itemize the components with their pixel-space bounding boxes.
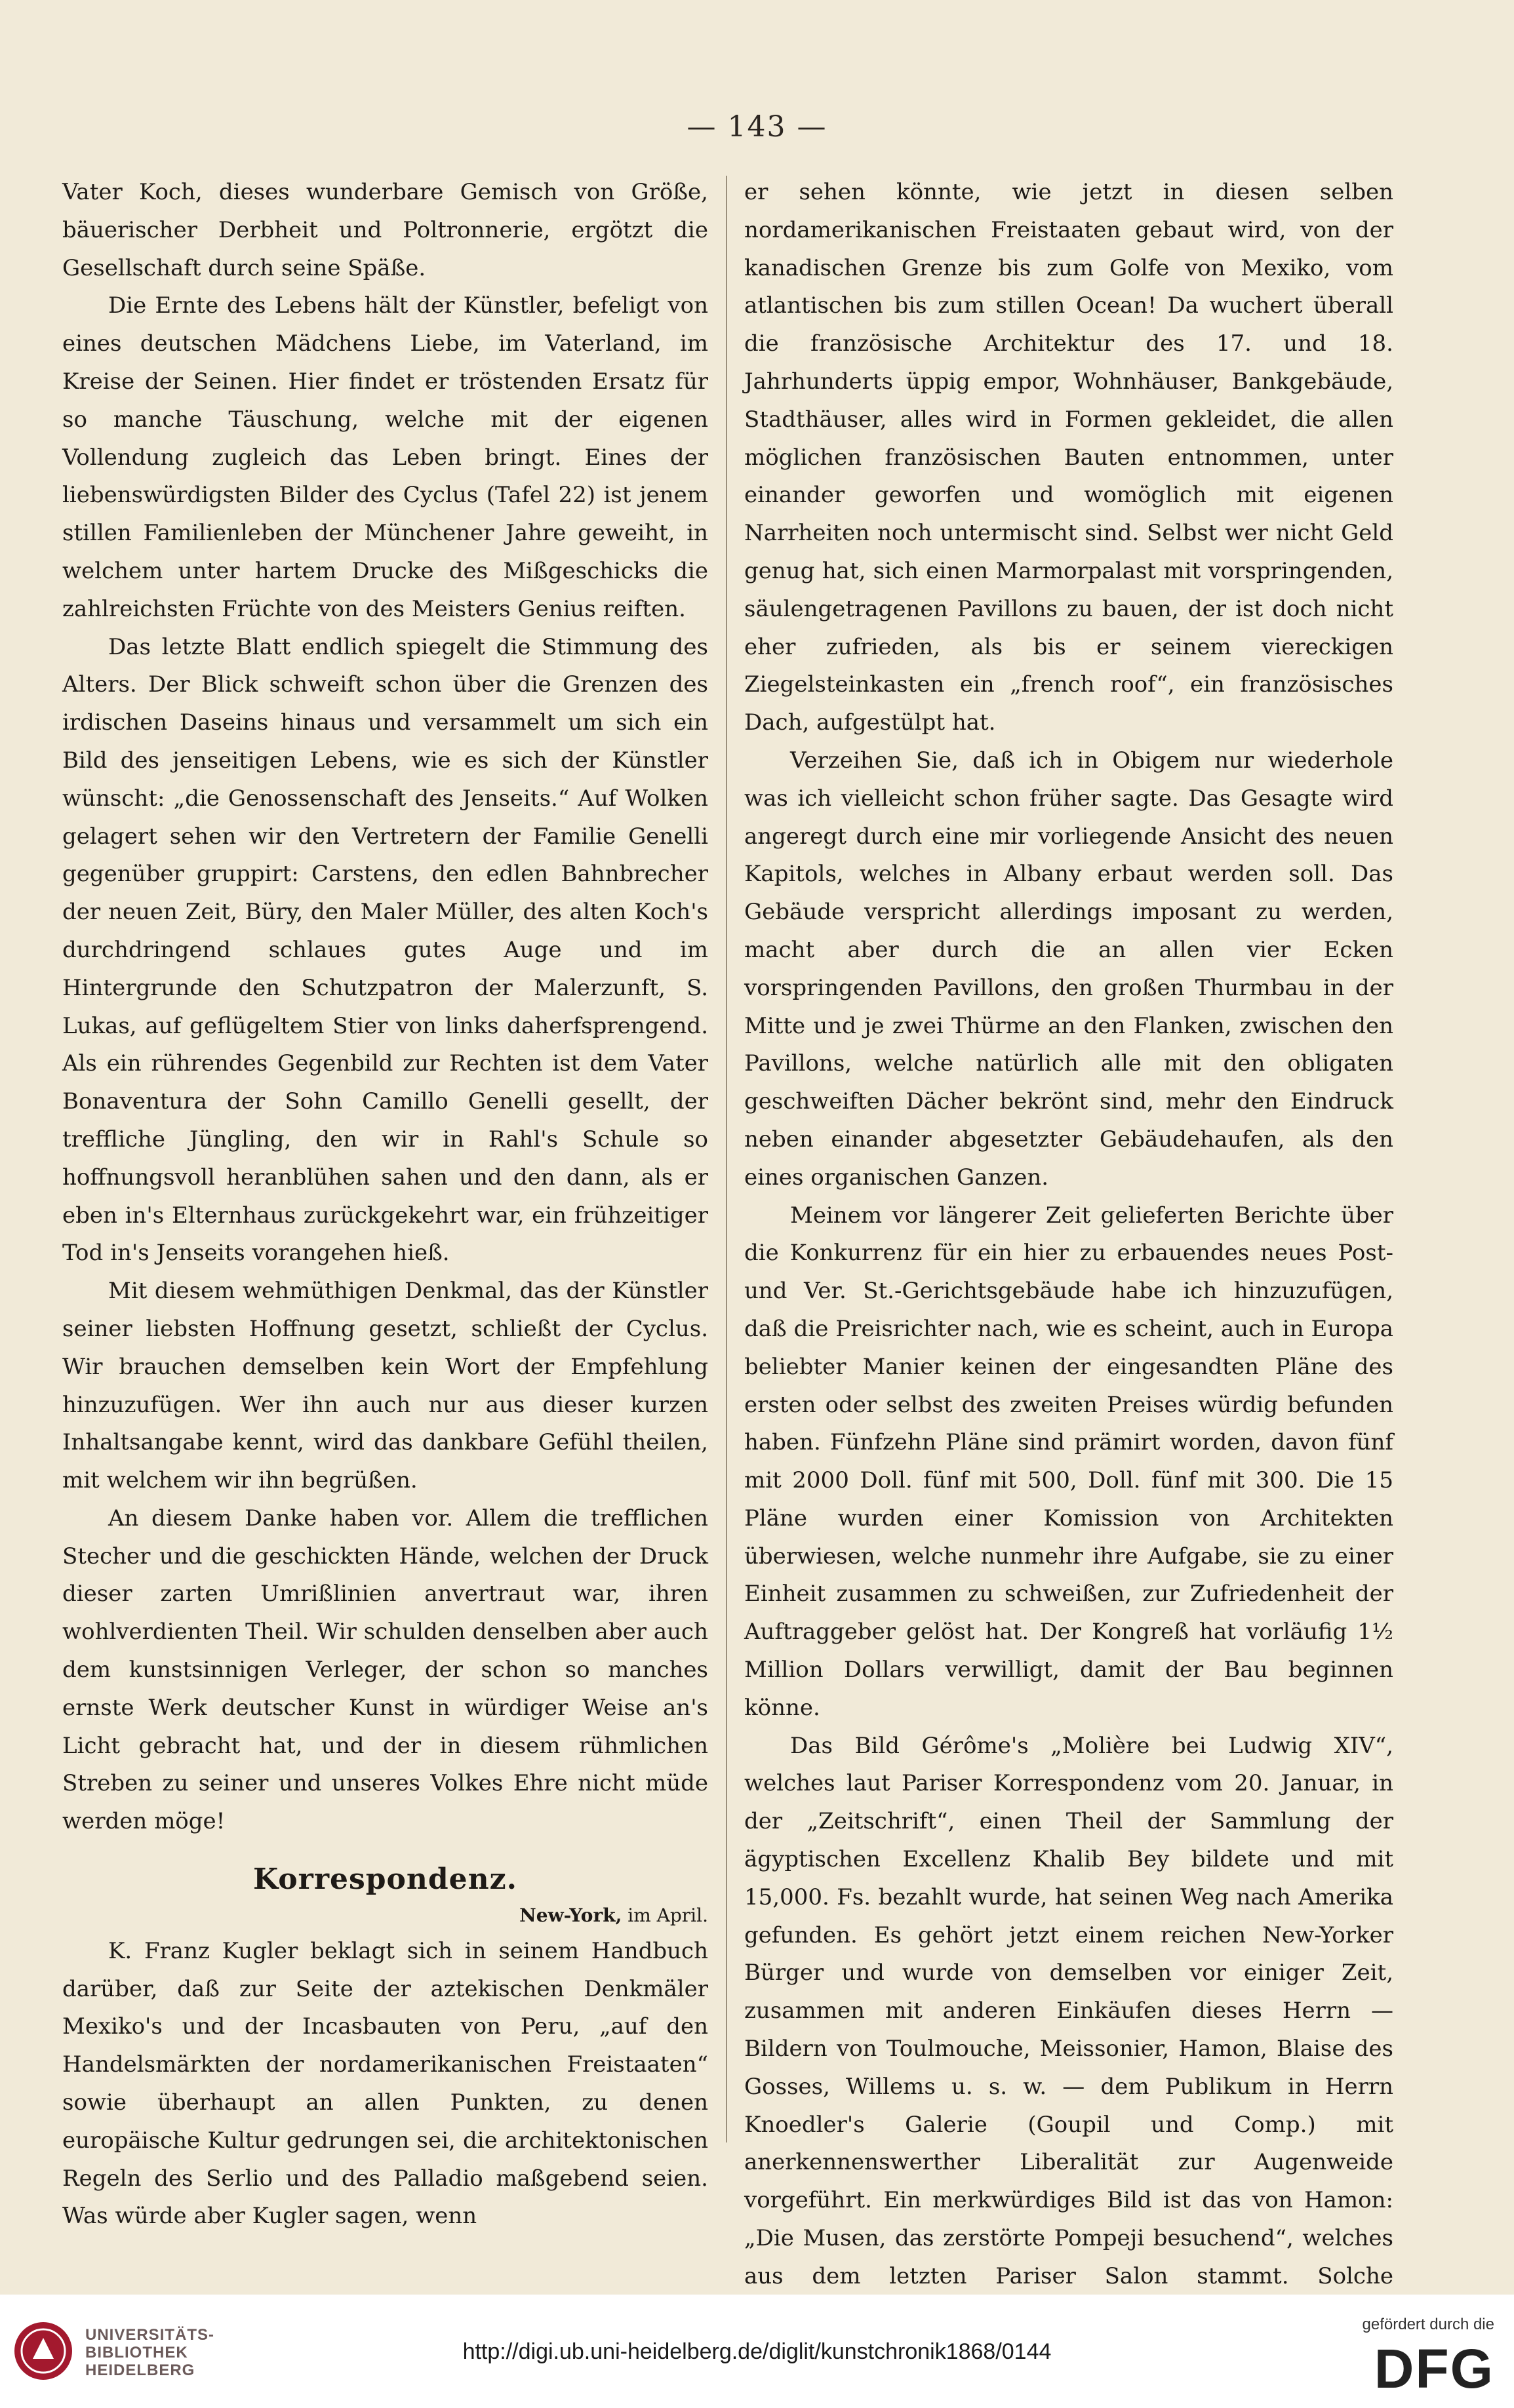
paragraph: K. Franz Kugler beklagt sich in seinem Handbuch darüber, daß zur Seite der aztekischen Denkmäler Mexiko's und der Incasbauten von Peru, „auf den Handelsmärkten der nordamerikanischen Freistaaten“ sowie überhaupt an allen Punkten, zu denen europäische Kultur gedrungen sei, die architektonischen Regeln des Serlio und des Palladio maßgebend seien. Was würde aber Kugler sagen, wenn	[62, 1937, 708, 2230]
library-name-line: HEIDELBERG	[85, 2361, 195, 2379]
paragraph: Das letzte Blatt endlich spiegelt die Stimmung des Alters. Der Blick schweift schon über die Grenzen des irdischen Daseins hinaus und versammelt um sich ein Bild des jenseitigen Lebens, wie es sich der Künstler wünscht: „die Genossenschaft des Jenseits.“ Auf Wolken gelagert sehen wir den Vertretern der Familie Genelli gegenüber gruppirt: Carstens, den edlen Bahnbrecher der neuen Zeit, Büry, den Maler Müller, des alten Koch's durchdringend schlaues gutes Auge und im Hintergrunde den Schutzpatron der Malerzunft, S. Lukas, auf geflügeltem Stier von links daherfsprengend. Als ein rührendes Gegenbild zur Rechten ist dem Vater Bonaventura der Sohn Camillo Genelli gesellt, der treffliche Jüngling, den wir in Rahl's Schule so hoffnungsvoll heranblühen sahen und den dann, als er eben in's Elternhaus zurückgekehrt war, ein frühzeitiger Tod in's Jenseits vorangehen hieß.	[62, 633, 708, 1267]
paragraph: An diesem Danke haben vor. Allem die trefflichen Stecher und die geschickten Hände, welchen der Druck dieser zarten Umrißlinien anvertraut war, ihren wohlverdienten Theil. Wir schulden denselben aber auch dem kunstsinnigen Verleger, der schon so manches ernste Werk deutscher Kunst in würdiger Weise an's Licht gebracht hat, und der in diesem rühmlichen Streben zu seiner und unseres Volkes Ehre nicht müde werden möge!	[62, 1505, 708, 1835]
library-name-line: UNIVERSITÄTS-	[85, 2326, 215, 2344]
paragraph: er sehen könnte, wie jetzt in diesen selben nordamerikanischen Freistaaten gebaut wird, von der kanadischen Grenze bis zum Golfe von Mexiko, vom atlantischen bis zum stillen Ocean! Da wuchert überall die französische Architektur des 17. und 18. Jahrhunderts üppig empor, Wohnhäuser, Bankgebäude, Stadthäuser, alles wird in Formen gekleidet, die allen möglichen französischen Bauten entnommen, unter einander geworfen und womöglich mit eigenen Narrheiten noch untermischt sind. Selbst wer nicht Geld genug hat, sich einen Marmorpalast mit vorspringenden, säulengetragenen Pavillons zu bauen, der ist doch nicht eher zufrieden, als bis er seinem viereckigen Ziegelsteinkasten ein „french roof“, ein französisches Dach, aufgestülpt hat.	[744, 179, 1393, 736]
column-divider	[726, 176, 727, 2142]
paragraph: Verzeihen Sie, daß ich in Obigem nur wiederhole was ich vielleicht schon früher sagte. Das Gesagte wird angeregt durch eine mir vorliegende Ansicht des neuen Kapitols, welches in Albany erbaut werden soll. Das Gebäude verspricht allerdings imposant zu werden, macht aber durch die an allen vier Ecken vorspringenden Pavillons, den großen Thurmbau in der Mitte und je zwei Thürme an den Flanken, zwischen den Pavillons, welche natürlich alle mit den obligaten geschweiften Dächer bekrönt sind, mehr den Eindruck neben einander abgesetzter Gebäudehaufen, als den eines organischen Ganzen.	[744, 747, 1393, 1191]
library-name-line: BIBLIOTHEK	[85, 2344, 188, 2361]
paragraph: Vater Koch, dieses wunderbare Gemisch von Größe, bäuerischer Derbheit und Poltronnerie, ergötzt die Gesellschaft durch seine Späße.	[62, 179, 708, 281]
funded-by-label: gefördert durch die	[1362, 2316, 1494, 2333]
section-heading: Korrespondenz.	[253, 1863, 517, 1897]
dfg-logo: DFG	[1374, 2338, 1494, 2399]
dateline	[62, 1903, 708, 1929]
page-number: — 143 —	[687, 110, 827, 144]
dateline-place: New-York,	[519, 1904, 622, 1926]
paragraph: Die Ernte des Lebens hält der Künstler, befeligt von eines deutschen Mädchens Liebe, im Vaterland, im Kreise der Seinen. Hier findet er tröstenden Ersatz für so manche Täuschung, welche mit der eigenen Vollendung zugleich das Leben bringt. Eines der liebenswürdigsten Bilder des Cyclus (Tafel 22) ist jenem stillen Familienleben der Münchener Jahre geweiht, in welchem unter hartem Drucke des Mißgeschicks die zahlreichsten Früchte von des Meisters Genius reiften.	[62, 292, 708, 622]
footer	[0, 2295, 1514, 2408]
paragraph: Meinem vor längerer Zeit gelieferten Berichte über die Konkurrenz für ein hier zu erbauendes neues Post- und Ver. St.-Gerichtsgebäude habe ich hinzuzufügen, daß die Preisrichter nach, wie es scheint, auch in Europa beliebter Manier keinen der eingesandten Pläne des ersten oder selbst des zweiten Preises würdig befunden haben. Fünfzehn Pläne sind prämirt worden, davon fünf mit 2000 Doll. fünf mit 500, Doll. fünf mit 300. Die 15 Pläne wurden einer Komission von Architekten überwiesen, welche nunmehr ihre Aufgabe, sie zu einer Einheit zusammen zu schweißen, zur Zufriedenheit der Auftraggeber gelöst hat. Der Kongreß hat vorläufig 1½ Million Dollars verwilligt, damit der Bau beginnen könne.	[744, 1202, 1393, 1721]
permalink-url[interactable]: http://digi.ub.uni-heidelberg.de/diglit/kunstchronik1868/0144	[462, 2339, 1052, 2364]
right-column	[744, 174, 1393, 2333]
paragraph: Mit diesem wehmüthigen Denkmal, das der Künstler seiner liebsten Hoffnung gesetzt, schließt der Cyclus. Wir brauchen demselben kein Wort der Empfehlung hinzuzufügen. Wer ihn auch nur aus dieser kurzen Inhaltsangabe kennt, wird das dankbare Gefühl theilen, mit welchem wir ihn begrüßen.	[62, 1278, 708, 1494]
paragraph: Das Bild Gérôme's „Molière bei Ludwig XIV“, welches laut Pariser Korrespondenz vom 20. Januar, in der „Zeitschrift“, einen Theil der Sammlung der ägyptischen Excellenz Khalib Bey bildete und mit 15,000. Fs. bezahlt wurde, hat seinen Weg nach Amerika gefunden. Es gehört jetzt einem reichen New-Yorker Bürger und wurde von demselben vor einiger Zeit, zusammen mit anderen Einkäufen dieses Herrn — Bildern von Toulmouche, Meissonier, Hamon, Blaise des Gosses, Willems u. s. w. — dem Publikum in Herrn Knoedler's Galerie (Goupil und Comp.) mit anerkennenswerther Liberalität zur Augenweide vorgeführt. Ein merkwürdiges Bild ist das von Hamon: „Die Musen, das zerstörte Pompeji besuchend“, welches aus dem letzten Pariser Salon stammt. Solche	[744, 1732, 1393, 2289]
left-column	[62, 174, 708, 2236]
dateline-date: im April.	[628, 1904, 708, 1926]
